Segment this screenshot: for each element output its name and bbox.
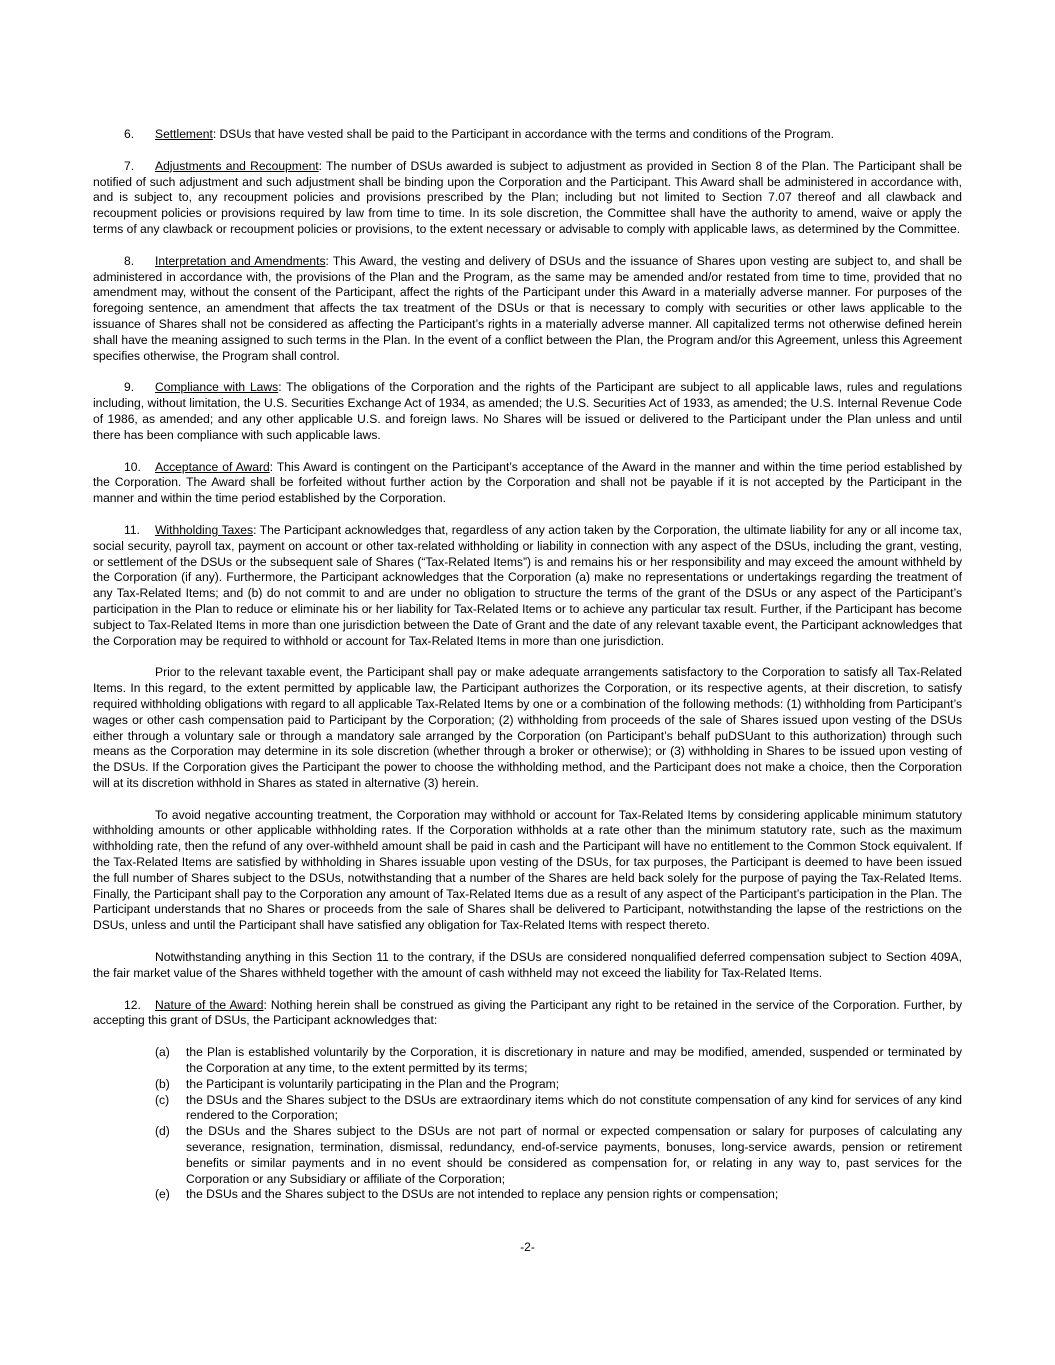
section-11: [93, 523, 962, 649]
section-text: : DSUs that have vested shall be paid to the Participant in accordance with the terms and conditions of the Program.: [212, 127, 834, 141]
list-item-label: (e): [155, 1187, 170, 1202]
section-12: [93, 998, 962, 1030]
section-text: : Nothing herein shall be construed as giving the Participant any right to be retained in the service of the Corporation. Further, by accepting this grant of DSUs, the Participant acknowledges that:: [93, 997, 962, 1028]
list-item-text: the Participant is voluntarily participating in the Plan and the Program;: [186, 1076, 560, 1091]
section-heading: Withholding Taxes: [155, 522, 254, 537]
acknowledgement-list-wrap: [93, 1045, 962, 1203]
section-10: [93, 460, 962, 507]
section-text: : This Award is contingent on the Participant’s acceptance of the Award in the manner and within the time period established by the Corporation. The Award shall be forfeited without further action by the Corporation and shall not be payable if it is not accepted by the Participant in the manner and within the time period established by the Corporation.: [93, 459, 962, 506]
section-8: [93, 254, 962, 365]
section-11-paragraph-4: Notwithstanding anything in this Section 11 to the contrary, if the DSUs are considered nonqualified deferred compensation subject to Section 409A, the fair market value of the Shares withheld together with the amount of cash withheld may not exceed the liability for Tax-Related Items.: [93, 950, 962, 980]
list-item: [93, 1045, 962, 1077]
list-item: [93, 1077, 962, 1093]
section-11-paragraph-2: Prior to the relevant taxable event, the Participant shall pay or make adequate arrangements satisfactory to the Corporation to satisfy all Tax-Related Items. In this regard, to the extent permitted by applicable law, the Participant authorizes the Corporation, or its respective agents, at their discretion, to satisfy required withholding obligations with regard to all applicable Tax-Related Items by one or a combination of the following methods: (1) withholding from Participant’s wages or other cash compensation paid to Participant by the Corporation; (2) withholding from proceeds of the sale of Shares issued upon vesting of the DSUs either through a voluntary sale or through a mandatory sale arranged by the Corporation (on Participant’s behalf puDSUant to this authorization) through such means as the Corporation may determine in its sole discretion (whether through a broker or otherwise); or (3) withholding in Shares to be issued upon vesting of the DSUs. If the Corporation gives the Participant the power to choose the withholding method, and the Participant does not make a choice, then the Corporation will at its discretion withhold in Shares as stated in alternative (3) herein.: [93, 665, 962, 790]
section-heading: Interpretation and Amendments: [155, 253, 326, 268]
section-heading: Settlement: [155, 127, 213, 141]
section-number: 11.: [124, 522, 140, 537]
section-text: : The number of DSUs awarded is subject to adjustment as provided in Section 8 of the Plan. The Participant shall be notified of such adjustment and such adjustment shall be binding upon the Corporation and the Participant. This Award shall be administered in accordance with, and is subject to, any recoupment policies and provisions prescribed by the Plan; including but not limited to Section 7.07 thereof and all clawback and recoupment policies or provisions required by law from time to time. In its sole discretion, the Committee shall have the authority to amend, waive or apply the terms of any clawback or recoupment policies or provisions, to the extent necessary or advisable to comply with applicable laws, as determined by the Committee.: [93, 158, 963, 236]
section-heading: Compliance with Laws: [155, 380, 279, 395]
section-heading: Nature of the Award: [155, 997, 264, 1012]
acknowledgement-list: [93, 1045, 962, 1203]
section-11-paragraph-3: To avoid negative accounting treatment, the Corporation may withhold or account for Tax-Related Items by considering applicable minimum statutory withholding amounts or other applicable withholding rates. If the Corporation withholds at a rate other than the minimum statutory rate, such as the maximum withholding rate, then the refund of any over-withheld amount shall be paid in cash and the Participant will have no entitlement to the Common Stock equivalent. If the Tax-Related Items are satisfied by withholding in Shares issuable upon vesting of the DSUs, for tax purposes, the Participant is deemed to have been issued the full number of Shares subject to the DSUs, notwithstanding that a number of the Shares are held back solely for the purpose of paying the Tax-Related Items. Finally, the Participant shall pay to the Corporation any amount of Tax-Related Items due as a result of any aspect of the Participant’s participation in the Plan. The Participant understands that no Shares or proceeds from the sale of Shares shall be delivered to Participant, notwithstanding the lapse of the restrictions on the DSUs, unless and until the Participant shall have satisfied any obligation for Tax-Related Items with respect thereto.: [93, 807, 962, 933]
list-item: [93, 1124, 962, 1187]
list-item-text: the DSUs and the Shares subject to the DSUs are not part of normal or expected compensation or salary for purposes of calculating any severance, resignation, termination, dismissal, redundancy, end-of-service payments, bonuses, long-service awards, pension or retirement benefits or similar payments and in no event should be considered as compensation for, or relating in any way to, past services for the Corporation or any Subsidiary or affiliate of the Corporation;: [186, 1124, 962, 1186]
list-item-text: the Plan is established voluntarily by the Corporation, it is discretionary in nature and may be modified, amended, suspended or terminated by the Corporation at any time, to the extent permitted by its terms;: [186, 1045, 962, 1076]
section-text: : The Participant acknowledges that, regardless of any action taken by the Corporation, the ultimate liability for any or all income tax, social security, payroll tax, payment on account or other tax-related withholding or liability in connection with any aspect of the DSUs, including the grant, vesting, or settlement of the DSUs or the subsequent sale of Shares (“Tax-Related Items”) is and remains his or her responsibility and may exceed the amount withheld by the Corporation (if any). Furthermore, the Participant acknowledges that the Corporation (a) make no representations or undertakings regarding the treatment of any Tax-Related Items; and (b) do not commit to and are under no obligation to structure the terms of the grant of the DSUs or any aspect of the Participant’s participation in the Plan to reduce or eliminate his or her liability for Tax-Related Items or to achieve any particular tax result. Further, if the Participant has become subject to Tax-Related Items in more than one jurisdiction between the Date of Grant and the date of any relevant taxable event, the Participant acknowledges that the Corporation may be required to withhold or account for Tax-Related Items in more than one jurisdiction.: [93, 522, 962, 648]
section-6: [93, 127, 962, 143]
section-9: [93, 380, 962, 443]
section-text: : This Award, the vesting and delivery of DSUs and the issuance of Shares upon vesting are subject to, and shall be administered in accordance with, the provisions of the Plan and the Program, as the same may be amended and/or restated from time to time, provided that no amendment may, without the consent of the Participant, affect the rights of the Participant under this Award in a materially adverse manner. For purposes of the foregoing sentence, an amendment that affects the tax treatment of the DSUs or that is necessary to comply with securities or other laws applicable to the issuance of Shares shall not be considered as affecting the Participant’s rights in a materially adverse manner. All capitalized terms not otherwise defined herein shall have the meaning assigned to such terms in the Plan. In the event of a conflict between the Plan, the Program and/or this Agreement, unless this Agreement specifies otherwise, the Program shall control.: [93, 253, 963, 363]
section-number: 8.: [124, 253, 135, 268]
document-body: [93, 127, 962, 1203]
section-heading: Adjustments and Recoupment: [155, 158, 319, 173]
section-number: 10.: [124, 459, 141, 474]
section-number: 7.: [124, 158, 135, 173]
list-item: [93, 1187, 962, 1203]
list-item-label: (b): [155, 1076, 170, 1091]
page-number: -2-: [520, 1240, 535, 1254]
list-item: [93, 1093, 962, 1125]
section-number: 9.: [124, 380, 135, 395]
list-item-text: the DSUs and the Shares subject to the DSUs are not intended to replace any pension rights or compensation;: [186, 1187, 779, 1202]
section-number: 12.: [124, 997, 141, 1012]
section-heading: Acceptance of Award: [155, 459, 270, 474]
list-item-label: (a): [155, 1045, 170, 1060]
section-text: : The obligations of the Corporation and the rights of the Participant are subject to all applicable laws, rules and regulations including, without limitation, the U.S. Securities Exchange Act of 1934, as amended; the U.S. Securities Act of 1933, as amended; the U.S. Internal Revenue Code of 1986, as amended; and any other applicable U.S. and foreign laws. No Shares will be issued or delivered to the Participant under the Plan unless and until there has been compliance with such applicable laws.: [93, 380, 963, 442]
list-item-label: (d): [155, 1124, 170, 1139]
section-number: 6.: [124, 127, 135, 141]
list-item-text: the DSUs and the Shares subject to the DSUs are extraordinary items which do not constitute compensation of any kind for services of any kind rendered to the Corporation;: [186, 1092, 962, 1123]
section-7: [93, 159, 962, 238]
list-item-label: (c): [155, 1092, 170, 1107]
